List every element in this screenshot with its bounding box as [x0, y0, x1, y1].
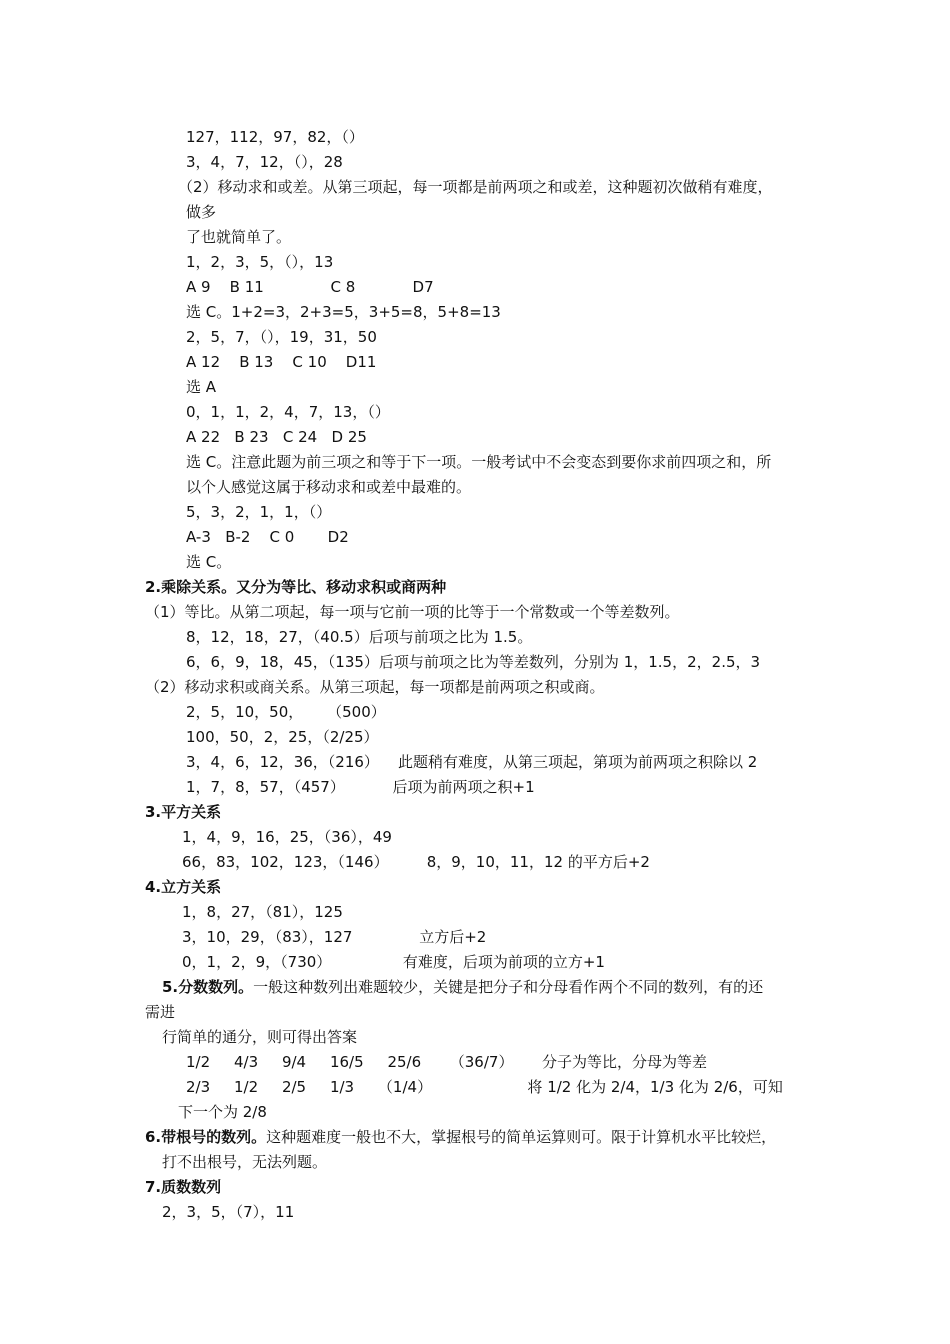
- sequence-line: 1，2，3，5，（），13: [186, 253, 334, 271]
- paragraph-continuation: 下一个为 2/8: [178, 1103, 267, 1121]
- section-heading: 4.立方关系: [145, 878, 222, 896]
- section-heading: 3.平方关系: [145, 803, 222, 821]
- answer-options: A-3 B-2 C 0 D2: [186, 528, 349, 546]
- subsection-paragraph: （2）移动求积或商关系。从第三项起，每一项都是前两项之积或商。: [145, 678, 605, 696]
- sequence-line: 0，1，1，2，4，7，13，（）: [186, 403, 390, 421]
- sequence-line: 0，1，2，9，（730） 有难度，后项为前项的立方+1: [182, 953, 605, 971]
- answer-explanation: 选 C。1+2=3，2+3=5，3+5=8，5+8=13: [186, 303, 501, 321]
- paragraph-continuation: 行简单的通分，则可得出答案: [162, 1028, 358, 1046]
- sequence-line: 6，6，9，18，45，（135）后项与前项之比为等差数列，分别为 1，1.5，2，2.5，3: [186, 653, 761, 671]
- paragraph-continuation: 以个人感觉这属于移动求和或差中最难的。: [186, 478, 472, 496]
- sequence-line: 2，3，5，（7），11: [162, 1203, 295, 1221]
- answer-options: A 22 B 23 C 24 D 25: [186, 428, 367, 446]
- answer-explanation: 选 C。注意此题为前三项之和等于下一项。一般考试中不会变态到要你求前四项之和，所: [186, 453, 772, 471]
- sequence-line: 127，112，97，82，（）: [186, 128, 364, 146]
- answer-options: A 9 B 11 C 8 D7: [186, 278, 434, 296]
- paragraph-continuation: 需进: [145, 1003, 176, 1021]
- answer-explanation: 选 A: [186, 378, 217, 396]
- sequence-line: 1，4，9，16，25，（36），49: [182, 828, 392, 846]
- section-text: 一般这种数列出难题较少，关键是把分子和分母看作两个不同的数列，有的还: [253, 978, 764, 996]
- sequence-line: 8，12，18，27，（40.5）后项与前项之比为 1.5。: [186, 628, 533, 646]
- paragraph-continuation: 做多: [186, 203, 217, 221]
- section-heading: 2.乘除关系。又分为等比、移动求积或商两种: [145, 578, 447, 596]
- answer-options: A 12 B 13 C 10 D11: [186, 353, 377, 371]
- section-paragraph: [162, 977, 763, 997]
- paragraph-continuation: 了也就简单了。: [186, 228, 292, 246]
- subsection-paragraph: （1）等比。从第二项起，每一项与它前一项的比等于一个常数或一个等差数列。: [145, 603, 680, 621]
- sequence-line: 2，5，7，（），19，31，50: [186, 328, 377, 346]
- sequence-line: 3，4，6，12，36，（216） 此题稍有难度，从第三项起，第项为前两项之积除以 2: [186, 753, 758, 771]
- answer-explanation: 选 C。: [186, 553, 232, 571]
- section-paragraph: [145, 1127, 776, 1147]
- section-heading: 7.质数数列: [145, 1178, 222, 1196]
- sequence-line: 1，8，27，（81），125: [182, 903, 343, 921]
- sequence-line: 100，50，2，25，（2/25）: [186, 728, 379, 746]
- sequence-line: 2/3 1/2 2/5 1/3 （1/4） 将 1/2 化为 2/4，1/3 化为 2/6，可知: [186, 1078, 783, 1096]
- paragraph-continuation: 打不出根号，无法列题。: [162, 1153, 328, 1171]
- sequence-line: 2，5，10，50， （500）: [186, 703, 386, 721]
- section-heading: 5.分数数列。: [162, 978, 254, 996]
- sequence-line: 5，3，2，1，1，（）: [186, 503, 332, 521]
- sequence-line: 3，10，29，（83），127 立方后+2: [182, 928, 487, 946]
- section-heading: 6.带根号的数列。: [145, 1128, 267, 1146]
- sequence-line: 1，7，8，57，（457） 后项为前两项之积+1: [186, 778, 535, 796]
- section-paragraph: （2）移动求和或差。从第三项起，每一项都是前两项之和或差，这种题初次做稍有难度，: [178, 178, 773, 196]
- section-text: 这种题难度一般也不大，掌握根号的简单运算则可。限于计算机水平比较烂，: [266, 1128, 777, 1146]
- sequence-line: 3，4，7，12，（），28: [186, 153, 343, 171]
- sequence-line: 1/2 4/3 9/4 16/5 25/6 （36/7） 分子为等比，分母为等差: [186, 1053, 708, 1071]
- sequence-line: 66，83，102，123，（146） 8，9，10，11，12 的平方后+2: [182, 853, 650, 871]
